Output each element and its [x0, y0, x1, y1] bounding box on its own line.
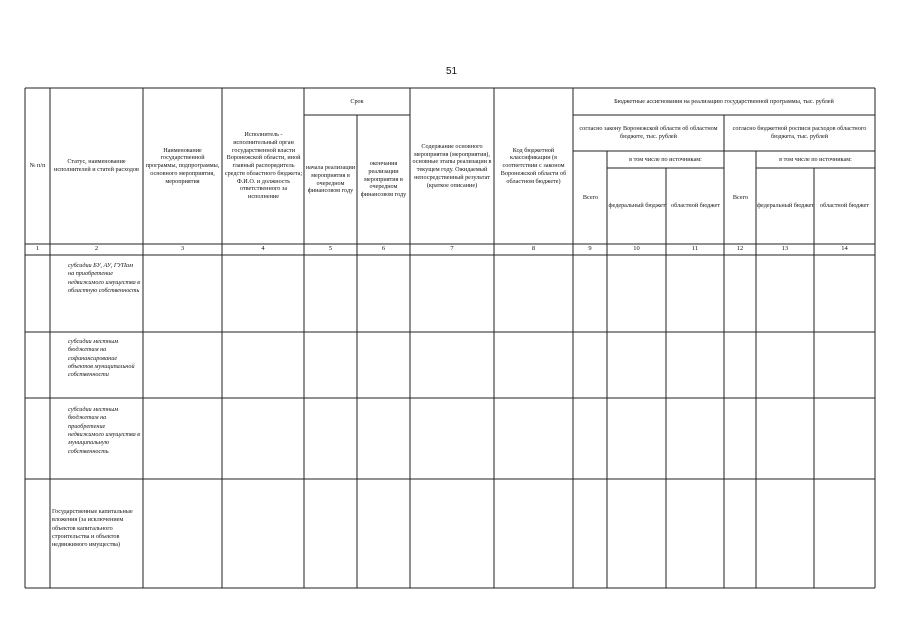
- column-number-6: 6: [381, 245, 386, 253]
- table-row-2-status: субсидии местным бюджетам на софинансирование объектов муниципальной собственности: [68, 338, 135, 379]
- header-index: № п/п: [29, 162, 46, 170]
- column-number-2: 2: [94, 245, 99, 253]
- header-executor: Исполнитель - исполнительный орган государственной власти Воронежской области, иной главный распорядитель средств областного бюджета; Ф.И.О. и должность ответственного за исполнение: [224, 131, 303, 201]
- header-budget-code: Код бюджетной классификации (в соответствии с законом Воронежской области об областном бюджете): [500, 146, 567, 185]
- header-federal-roster: федеральный бюджет: [757, 202, 814, 210]
- header-regional-roster: областной бюджет: [820, 202, 869, 210]
- column-number-9: 9: [588, 245, 592, 253]
- header-end: окончания реализации мероприятия в очередном финансовом году: [360, 160, 407, 199]
- table-row-1-status: субсидии БУ, АУ, ГУПам на приобретение недвижимого имущества в областную собственность: [68, 262, 140, 295]
- header-content: Содержание основного мероприятия (мероприятия), основные этапы реализации в текущем году. Ожидаемый непосредственный результат (краткое описание): [412, 142, 492, 189]
- header-law: согласно закону Воронежской области об областном бюджете, тыс. рублей: [579, 125, 718, 140]
- header-total-roster: Всего: [732, 193, 749, 201]
- column-number-14: 14: [841, 245, 848, 253]
- column-number-1: 1: [35, 245, 40, 253]
- column-number-4: 4: [261, 245, 265, 253]
- column-number-7: 7: [450, 245, 454, 253]
- header-total-law: Всего: [582, 193, 599, 201]
- header-roster: согласно бюджетной росписи расходов областного бюджета, тыс. рублей: [732, 125, 867, 140]
- header-program-name: Наименование государственной программы, подпрограммы, основного мероприятия, мероприятия: [145, 146, 220, 185]
- header-status: Статус, наименование исполнителей и статей расходов: [54, 158, 139, 173]
- page-number: 51: [446, 66, 458, 77]
- table-row-3-status: субсидии местным бюджетам на приобретение недвижимого имущества в муниципальную собственность: [68, 406, 140, 455]
- column-number-12: 12: [736, 245, 744, 253]
- header-sources-roster: в том числе по источникам:: [779, 155, 852, 163]
- column-number-11: 11: [691, 245, 699, 253]
- header-federal-law: федеральный бюджет: [608, 202, 666, 210]
- column-number-8: 8: [531, 245, 536, 253]
- column-number-10: 10: [633, 245, 640, 253]
- header-budget: Бюджетные ассигнования на реализацию государственной программы, тыс. рублей: [614, 97, 834, 105]
- header-regional-law: областной бюджет: [671, 202, 720, 210]
- header-sources-law: в том числе по источникам:: [629, 155, 702, 163]
- header-start: начала реализации мероприятия в очередном финансовом году: [305, 164, 356, 195]
- column-number-5: 5: [328, 245, 333, 253]
- table-row-4-status: Государственные капитальные вложения (за исключением объектов капитального строительства и объектов недвижимого имущества): [52, 508, 133, 549]
- header-term: Срок: [350, 97, 364, 105]
- column-number-13: 13: [781, 245, 789, 253]
- column-number-3: 3: [180, 245, 185, 253]
